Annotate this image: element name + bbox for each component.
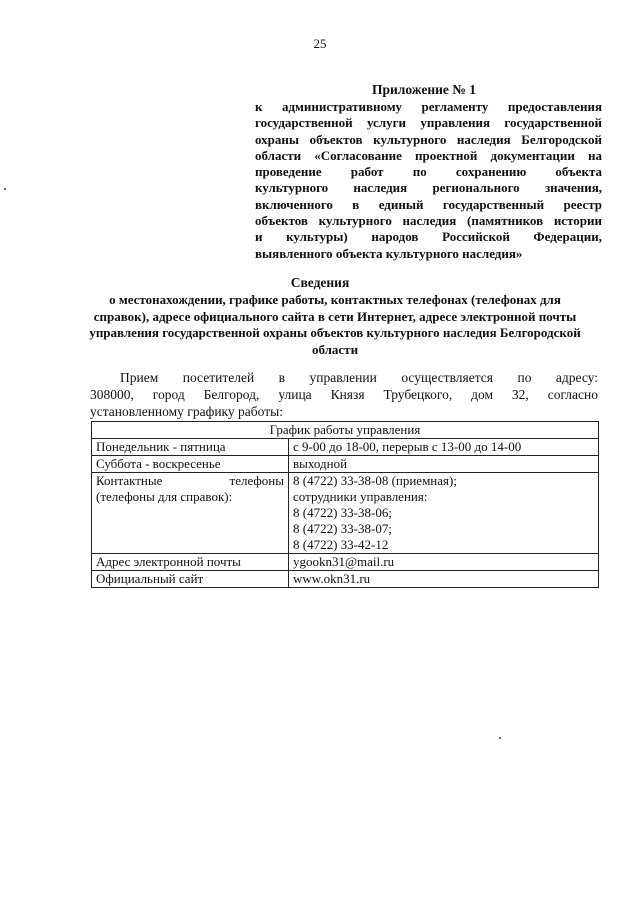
appendix-line: культурного наследия регионального значения, [255, 180, 602, 196]
appendix-line: и культуры) народов Российской Федерации, [255, 229, 602, 245]
email-label: Адрес электронной почты [92, 554, 289, 571]
appendix-line: охраны объектов культурного наследия Белгородской [255, 131, 602, 147]
appendix-line: области «Согласование проектной документации на [255, 147, 602, 163]
weekend-value: выходной [289, 456, 599, 473]
appendix-body [255, 99, 602, 262]
phones-value [289, 473, 599, 554]
page-number: 25 [313, 36, 327, 51]
weekdays-label: Понедельник - пятница [92, 439, 289, 456]
phones-label [92, 473, 289, 554]
appendix-line: к административному регламенту предоставления [255, 99, 602, 114]
appendix-line: выявленного объекта культурного наследия» [255, 245, 523, 261]
phone-line: сотрудники управления: [293, 489, 428, 504]
appendix-line: проведение работ по сохранению объекта [255, 164, 602, 180]
intro-line: установленному графику работы: [90, 404, 283, 419]
site-value: www.okn31.ru [289, 571, 599, 588]
intro-paragraph [90, 369, 598, 420]
intro-line: Прием посетителей в управлении осуществляется по адресу: [120, 370, 598, 385]
appendix-title: Приложение № 1 [372, 82, 476, 97]
table-row [92, 473, 599, 554]
scan-speck [4, 188, 6, 190]
scan-speck [499, 737, 501, 739]
phones-label-line: (телефоны для справок): [96, 489, 233, 504]
phone-line: 8 (4722) 33-38-08 (приемная); [293, 473, 457, 488]
info-heading: Сведения [290, 275, 350, 290]
site-label: Официальный сайт [92, 571, 289, 588]
appendix-line: объектов культурного наследия (памятников истории [255, 213, 602, 229]
appendix-line: государственной услуги управления государственной [255, 115, 602, 131]
table-row [92, 439, 599, 456]
table-row [92, 422, 599, 439]
intro-line: 308000, город Белгород, улица Князя Трубецкого, дом 32, согласно [90, 387, 598, 402]
table-row [92, 456, 599, 473]
email-value: ygookn31@mail.ru [289, 554, 599, 571]
appendix-line: включенного в единый государственный реестр [255, 196, 602, 212]
weekend-label: Суббота - воскресенье [92, 456, 289, 473]
phone-line: 8 (4722) 33-38-06; [293, 505, 392, 520]
phone-line: 8 (4722) 33-42-12 [293, 537, 389, 552]
phone-line: 8 (4722) 33-38-07; [293, 521, 392, 536]
schedule-table [91, 421, 599, 588]
table-row [92, 554, 599, 571]
phones-label-line: Контактные телефоны [96, 473, 284, 488]
table-title: График работы управления [92, 422, 599, 439]
info-subheading: о местонахождении, графике работы, контактных телефонах (телефонах для справок), адресе официального сайта в сети Интернет, адресе электронной почты управления государственной охраны объектов культурного наследия Белгородской области [89, 292, 581, 357]
table-row [92, 571, 599, 588]
weekdays-value: с 9-00 до 18-00, перерыв с 13-00 до 14-00 [289, 439, 599, 456]
